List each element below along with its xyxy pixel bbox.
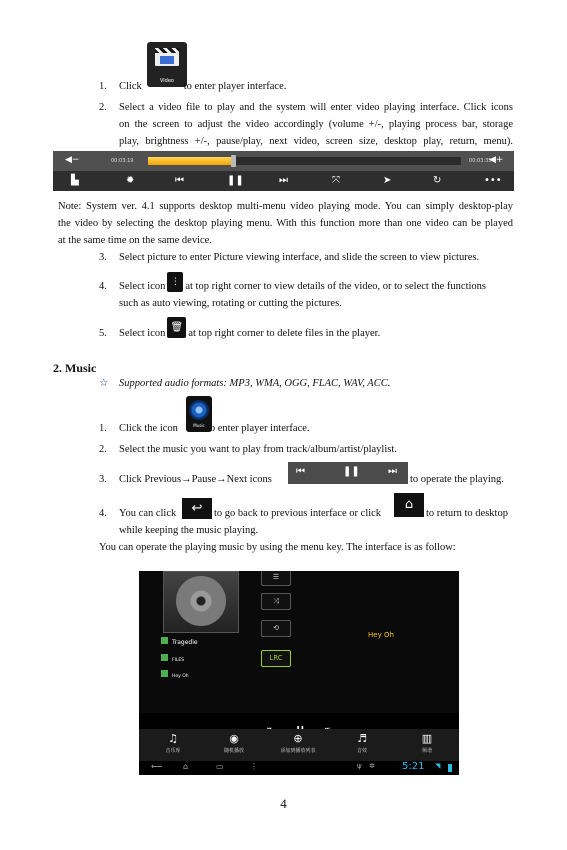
tab-label: 音乐库 [165,748,181,754]
step-text: Select icon [119,281,166,292]
usb-icon: ψ [357,762,362,770]
track-info [161,636,198,680]
tab-shuffle[interactable] [214,733,254,754]
step-number: 1. [99,81,107,92]
repeat-button[interactable]: ⟲ [261,620,291,637]
progress-fill [148,157,233,165]
track-icon [161,637,168,644]
step-number: 3. [99,252,107,263]
pic-step-3 [99,252,479,263]
next-icon[interactable]: ⏭ [279,175,288,186]
recent-apps-icon[interactable]: ▭ [216,762,224,771]
star-icon: ☆ [99,378,109,389]
menu-icon[interactable]: ⋮ [250,762,258,771]
step-text: Click the icon [119,423,178,434]
page-number: 4 [280,796,287,811]
details-icon: ⋮ [167,272,183,292]
pause-icon[interactable]: ❚❚ [227,175,244,186]
supported-formats [99,377,390,389]
brightness-icon[interactable]: ✹ [126,175,135,186]
step-text: Select picture to enter Picture viewing interface, and slide the screen to view pictures. [119,252,480,263]
note-line-3: at the same time on the same device. [58,235,212,246]
tab-add-playlist[interactable] [278,733,318,754]
tab-label: 频谱 [421,748,432,754]
battery-icon [448,764,452,772]
home-button-image: ⌂ [394,493,424,517]
playback-controls-image [288,462,408,484]
music-step-2 [99,444,397,455]
step-text: Select the music you want to play from track/album/artist/playlist. [119,444,397,455]
album-art [163,571,239,633]
wifi-icon: ◥ [435,762,441,770]
tab-label: 添加到播放列表 [280,748,316,754]
video-step-1 [99,81,286,92]
equalizer-icon: ▥ [421,732,433,745]
volume-up-icon[interactable]: ◀+ [489,155,504,165]
music-step-3 [99,474,272,485]
formats-text: Supported audio formats: MP3, WMA, OGG, FLAC, WAV, ACC. [119,378,391,389]
menu-icon[interactable]: ••• [484,175,502,186]
music-step-4-line-2: while keeping the music playing. [119,525,259,536]
desktop-play-icon[interactable]: ➤ [383,175,392,186]
progress-handle[interactable] [231,155,236,167]
progress-bar[interactable] [148,157,461,165]
music-step-4-mid: to go back to previous interface or click [214,508,382,519]
player-tab-bar [139,729,459,761]
music-menu-note: You can operate the playing music by using the menu key. The interface is as follow: [99,542,456,553]
video-step-2-line-2: on the screen to adjust the video accordingly (volume +/-, playing process bar, storage [119,119,513,130]
screen-size-icon[interactable]: ⤧ [332,175,340,186]
video-step-2-line-1: Select a video file to play and the system will enter video playing interface. Click icons [119,102,513,113]
step-text: to enter player interface. [183,81,287,92]
pic-step-4-line-2: such as auto viewing, rotating or cutting the pictures. [119,298,342,309]
current-time: 00:03:19 [111,158,134,164]
video-icon-label: Video [159,78,174,84]
artist-icon [161,670,168,677]
track-title: Tragedie [172,639,198,646]
pause-icon: ❚❚ [343,466,360,477]
music-step-4-end: to return to desktop [426,508,508,519]
volume-down-icon[interactable]: ◀− [65,155,80,165]
step-text: Click Previous→Pause→Next icons [119,474,272,485]
list-button[interactable]: ☰ [261,571,291,586]
tab-label: 随机播放 [223,748,244,754]
tab-effects[interactable] [342,733,382,754]
files-label: FILES [172,658,185,663]
storage-icon[interactable]: ▙ [71,175,79,186]
folder-icon [161,654,168,661]
effects-icon: ♬ [357,732,367,745]
video-control-bar [53,151,514,191]
step-text: Click [119,81,142,92]
back-button-image: ↩ [182,498,212,519]
music-step-4 [99,508,176,519]
step-text: at top right corner to delete files in the player. [188,328,381,339]
system-nav-bar [139,761,459,775]
step-number: 3. [99,474,107,485]
step-number: 4. [99,281,107,292]
music-icon-label: Music [193,423,205,428]
next-icon: ⏭ [388,466,397,477]
total-time: 00:03:35 [469,158,492,164]
previous-icon: ⏮ [296,466,305,477]
lyrics-button[interactable]: LRC [261,650,291,667]
shuffle-button[interactable]: ⤨ [261,593,291,610]
back-icon[interactable]: ⟵ [151,762,163,771]
music-step-1 [99,423,310,434]
step-text: Select icon [119,328,166,339]
note-line-1: Note: System ver. 4.1 supports desktop multi-menu video playing mode. You can simply desktop-play [58,201,513,212]
tab-library[interactable] [153,733,193,754]
status-clock: 5:21 [402,761,425,772]
clapperboard-icon [155,48,179,66]
note-line-2: the video by selecting the desktop playing menu. With this function more than one video can be played [58,218,513,229]
video-step-2-number: 2. [99,102,107,113]
step-number: 4. [99,508,107,519]
music-note-icon: ♫ [168,732,178,745]
settings-icon: ✲ [369,762,375,770]
music-step-3-end: to operate the playing. [410,474,504,485]
return-icon[interactable]: ↻ [433,175,442,186]
globe-icon: ◉ [229,732,239,745]
step-text: at top right corner to view details of the video, or to select the functions [185,281,486,292]
tab-label: 音效 [356,748,367,754]
artist-name: Hey Oh [172,674,189,679]
now-playing-title: Hey Oh [368,631,394,639]
video-step-2-line-3: play, brightness +/-, pause/play, next video, screen size, desktop play, return, menu). [119,136,513,147]
add-icon: ⊕ [293,732,303,745]
step-number: 1. [99,423,107,434]
step-number: 2. [99,444,107,455]
disc-icon [176,576,226,626]
pic-step-4 [99,276,486,292]
step-text: to enter player interface. [206,423,310,434]
step-text: You can click [119,508,177,519]
music-player-screenshot [139,571,459,775]
home-icon[interactable]: ⌂ [183,762,189,771]
speaker-icon [189,400,209,420]
pic-step-5 [99,322,381,339]
tab-spectrum[interactable] [407,733,447,754]
music-heading: 2. Music [53,361,97,375]
previous-icon[interactable]: ⏮ [175,175,184,186]
step-number: 5. [99,328,107,339]
trash-icon: 🗑 [167,317,186,338]
